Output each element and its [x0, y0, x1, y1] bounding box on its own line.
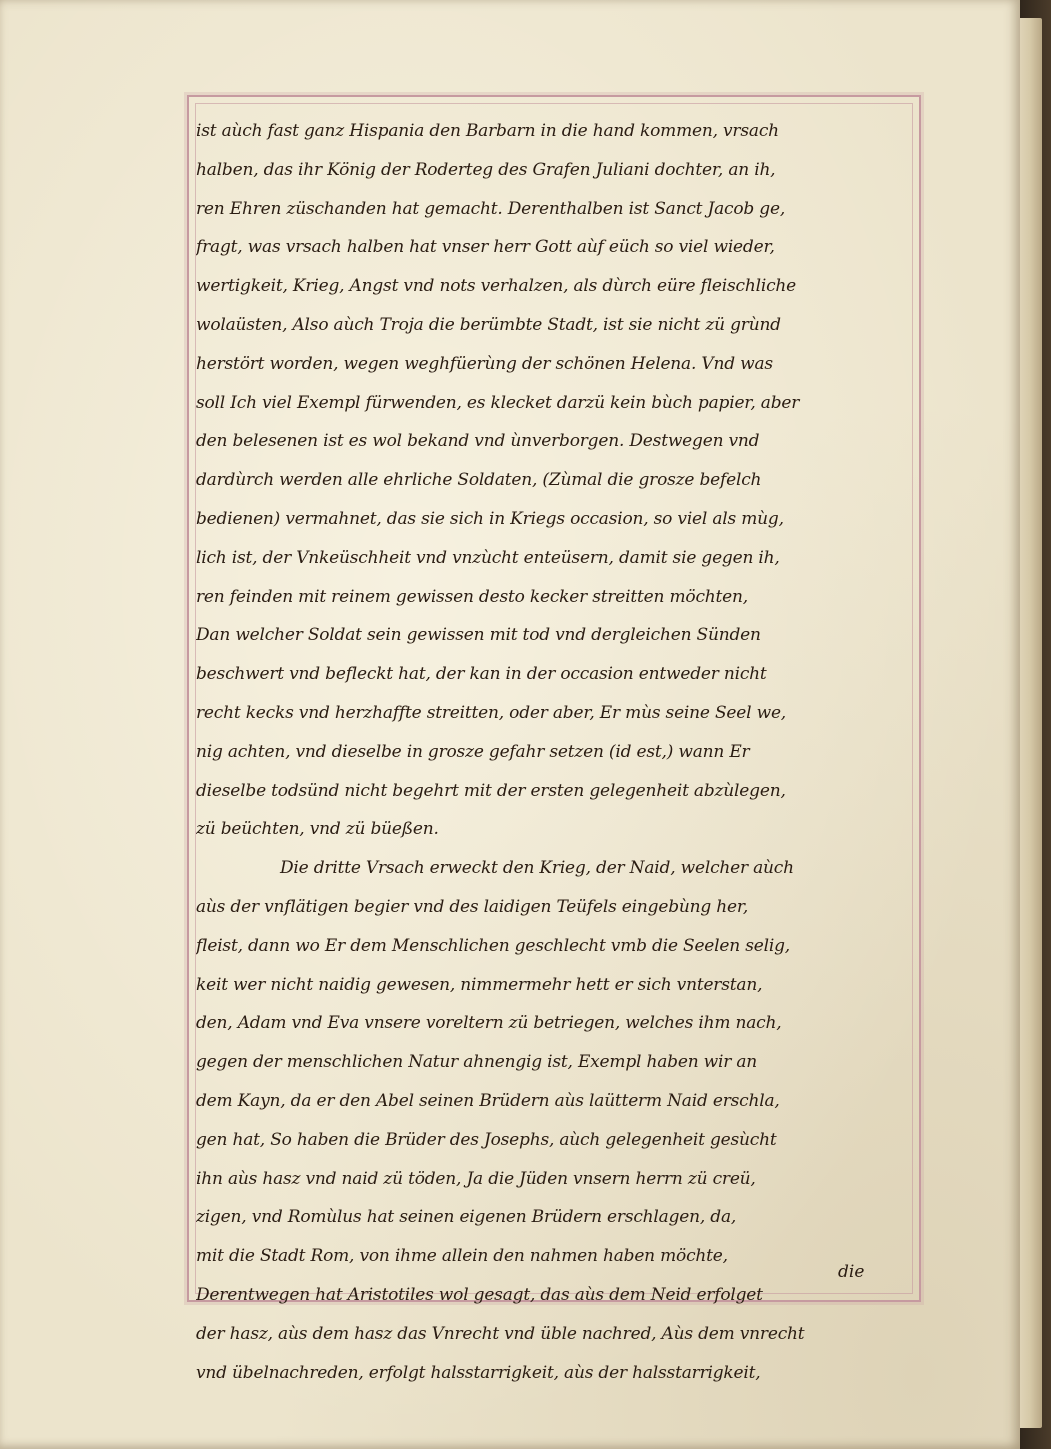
catchword: die [838, 1262, 865, 1282]
text-line: zigen, vnd Romùlus hat seinen eigenen Brüdern erschlagen, da, [196, 1207, 737, 1228]
text-line: halben, das ihr König der Roderteg des Grafen Juliani dochter, an ih, [196, 159, 776, 180]
text-line: dem Kayn, da er den Abel seinen Brüdern aùs laütterm Naid erschla, [196, 1090, 780, 1111]
text-line: dieselbe todsünd nicht begehrt mit der ersten gelegenheit abzùlegen, [196, 780, 786, 801]
text-line: fleist, dann wo Er dem Menschlichen geschlecht vmb die Seelen selig, [196, 935, 790, 956]
text-line: wolaüsten, Also aùch Troja die berümbte Stadt, ist sie nicht zü grùnd [196, 314, 781, 335]
text-line: herstört worden, wegen weghfüerùng der schönen Helena. Vnd was [196, 353, 773, 374]
text-line: vnd übelnachreden, erfolgt halsstarrigkeit, aùs der halsstarrigkeit, [196, 1362, 761, 1383]
text-line: ist aùch fast ganz Hispania den Barbarn in die hand kommen, vrsach [196, 121, 779, 141]
paragraph-start-line: Die dritte Vrsach erweckt den Krieg, der Naid, welcher aùch [280, 858, 794, 879]
text-line: den, Adam vnd Eva vnsere voreltern zü betriegen, welches ihm nach, [196, 1013, 782, 1034]
text-block [196, 112, 916, 1392]
text-line: zü beüchten, vnd zü büeßen. [196, 819, 439, 840]
text-line: lich ist, der Vnkeüschheit vnd vnzùcht enteüsern, damit sie gegen ih, [196, 547, 780, 568]
text-line: gen hat, So haben die Brüder des Josephs, aùch gelegenheit gesùcht [196, 1129, 777, 1150]
text-line: ren feinden mit reinem gewissen desto kecker streitten möchten, [196, 586, 748, 607]
text-line: Derentwegen hat Aristotiles wol gesagt, das aùs dem Neid erfolget [196, 1284, 763, 1305]
text-line: soll Ich viel Exempl fürwenden, es klecket darzü kein bùch papier, aber [196, 392, 800, 413]
text-line: wertigkeit, Krieg, Angst vnd nots verhalzen, als dùrch eüre fleischliche [196, 276, 797, 297]
text-line: dardùrch werden alle ehrliche Soldaten, (Zùmal die grosze befelch [196, 470, 762, 491]
text-line: recht kecks vnd herzhaffte streitten, oder aber, Er mùs seine Seel we, [196, 702, 787, 723]
text-line: bedienen) vermahnet, das sie sich in Kriegs occasion, so viel als mùg, [196, 508, 784, 529]
text-line: nig achten, vnd dieselbe in grosze gefahr setzen (id est,) wann Er [196, 741, 750, 762]
text-line: ren Ehren züschanden hat gemacht. Derenthalben ist Sanct Jacob ge, [196, 198, 786, 219]
text-line: der hasz, aùs dem hasz das Vnrecht vnd üble nachred, Aùs dem vnrecht [196, 1323, 805, 1344]
text-line: beschwert vnd befleckt hat, der kan in der occasion entweder nicht [196, 664, 767, 685]
text-line: mit die Stadt Rom, von ihme allein den nahmen haben möchte, [196, 1246, 728, 1267]
text-line: keit wer nicht naidig gewesen, nimmermehr hett er sich vnterstan, [196, 974, 763, 995]
text-line: fragt, was vrsach halben hat vnser herr Gott aùf eüch so viel wieder, [196, 237, 775, 258]
text-line: den belesenen ist es wol bekand vnd ùnverborgen. Destwegen vnd [196, 431, 760, 452]
text-line: aùs der vnflätigen begier vnd des laidigen Teüfels eingebùng her, [196, 896, 749, 917]
text-line: Dan welcher Soldat sein gewissen mit tod vnd dergleichen Sünden [196, 625, 761, 646]
text-line: gegen der menschlichen Natur ahnengig ist, Exempl haben wir an [196, 1052, 758, 1073]
text-line: ihn aùs hasz vnd naid zü töden, Ja die Jüden vnsern herrn zü creü, [196, 1168, 756, 1189]
